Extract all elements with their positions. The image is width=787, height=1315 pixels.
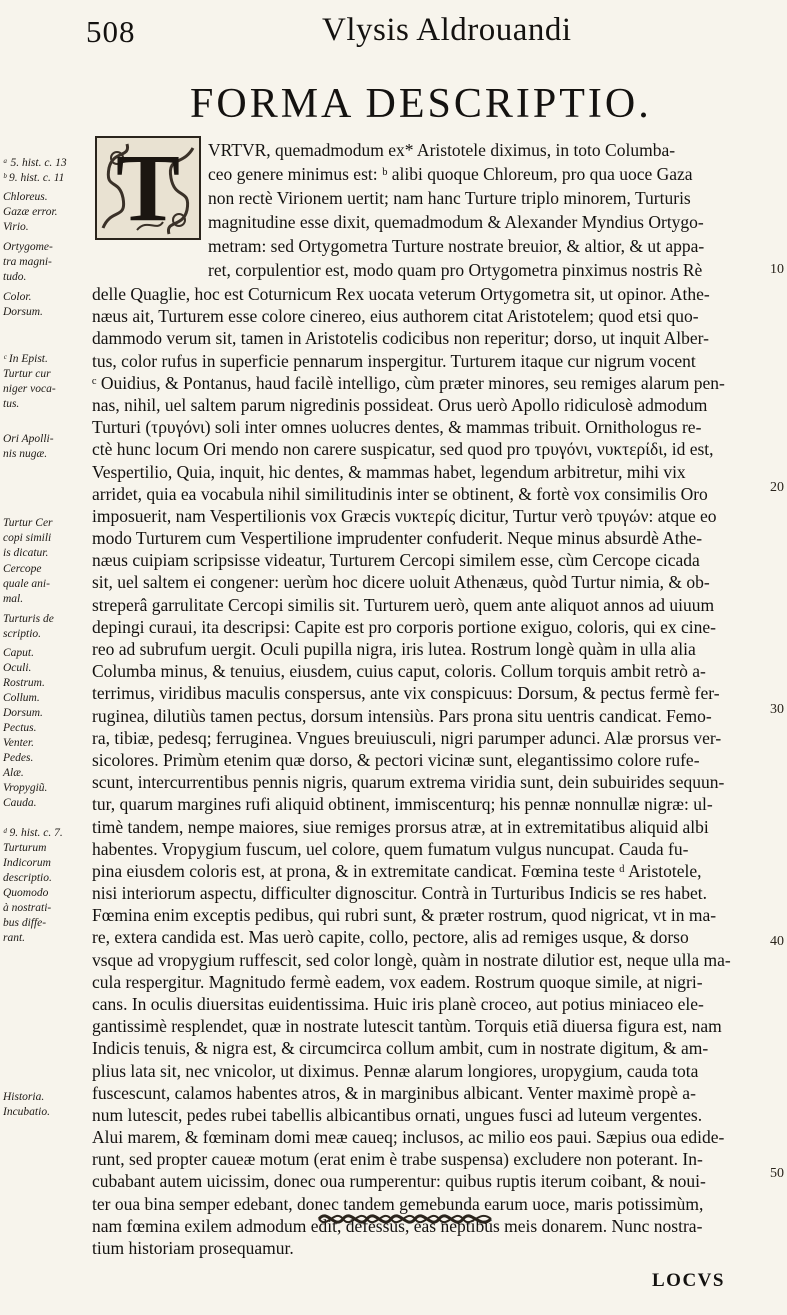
body-line: metram: sed Ortygometra Turture nostrate breuior, & altior, & ut appa-	[208, 236, 705, 256]
body-line: nisi interiorum aspectu, difficulter dignoscitur. Contrà in Turturibus Indicis se res habet.	[92, 883, 708, 903]
body-line: ctè hunc locum Ori mendo non carere suspicatur, sed quod pro τρυγόνι, νυκτερίδι, id est,	[92, 439, 714, 460]
margin-note: Historia. Incubatio.	[3, 1091, 50, 1118]
margin-note: Caput. Oculi. Rostrum. Collum. Dorsum. Pectus. Venter. Pedes. Alæ. Vropygiũ. Cauda.	[3, 647, 48, 809]
typographic-ornament-icon	[315, 1206, 495, 1232]
margin-note: ᶜ In Epist. Turtur cur niger voca- tus.	[3, 353, 56, 410]
body-line: num lutescit, pedes rubei tabellis albicantibus ornati, ungues fusci ad luteum vergentes.	[92, 1104, 703, 1125]
body-line: tus, color rufus in superficie pennarum inspergitur. Turturem itaque cur nigrum vocent	[92, 350, 696, 371]
body-line: Vespertilio, Quia, inquit, hic dentes, & mammas habet, legendum arbitretur, mihi vix	[92, 461, 686, 482]
body-line: næus ait, Turturem esse colore cinereo, eius authorem citat Aristotelem; quod etsi quo-	[92, 306, 699, 327]
body-line: sicolores. Primùm etenim quæ dorso, & pectori vicinæ sunt, elegantissimo colore rufe-	[92, 749, 700, 770]
body-line: ceo genere minimus est: ᵇ alibi quoque Chloreum, pro qua uoce Gaza	[208, 164, 693, 184]
body-line: vsque ad vropygium ruffescit, sed color longè, quàm in nostrate dilutior est, neque ulla ma-	[92, 949, 731, 970]
decorated-initial	[95, 136, 201, 240]
body-line: re, extera candida est. Mas uerò capite, collo, pectore, alis ad remiges usque, & dorso	[92, 927, 689, 948]
body-line: cula respergitur. Magnitudo fermè eadem, vox eadem. Rostrum quoque simile, at nigri-	[92, 971, 703, 992]
body-line: modo Turturem cum Vespertilione imprudenter confuderit. Neque minus absurdè Athe-	[92, 528, 703, 548]
body-line: Columba minus, & tenuius, eiusdem, cuius caput, coloris. Collum torquis ambit retrò a-	[92, 661, 706, 682]
body-line: Turturi (τρυγόνι) soli inter omnes uolucres dentes, & mammas tribuit. Ornithologus re-	[92, 417, 702, 438]
body-line: nam fœmina exilem admodum edit, defessus, eas neptibus meis donarem. Nunc nostra-	[92, 1215, 703, 1236]
body-line: delle Quaglie, hoc est Coturnicum Rex uocata veterum Ortygometra sit, ut opinor. Athe-	[92, 284, 710, 304]
body-line: VRTVR, quemadmodum ex* Aristotele diximus, in toto Columba-	[208, 140, 676, 160]
margin-note: Ori Apolli- nis nugæ.	[3, 433, 54, 460]
drop-cap-letter: T	[115, 134, 181, 241]
running-head: Vlysis Aldrouandi	[322, 12, 572, 48]
body-line: næus cuipiam scripsisse videatur, Turturem Cercopi similem esse, cùm Cercope cicada	[92, 550, 700, 571]
section-title: FORMA DESCRIPTIO.	[190, 81, 652, 127]
body-line: tur, quarum margines rufi aliquid obtinent, immiscenturq; his pennæ nonnullæ nigræ: ul-	[92, 794, 713, 815]
line-number-marker: 20	[770, 480, 784, 495]
body-line: terrimus, viridibus maculis conspersus, ante vix conspicuus: Dorsum, & pectus fermè fer-	[92, 683, 720, 704]
margin-note: Chloreus. Gazæ error. Virio.	[3, 191, 58, 233]
body-line: pina eiusdem coloris est, at prona, & in extremitate candicat. Fœmina teste ᵈ Aristotele,	[92, 860, 702, 881]
catchword: LOCVS	[652, 1270, 725, 1291]
margin-note: Cercope quale ani- mal.	[3, 563, 50, 605]
line-number-marker: 10	[770, 262, 784, 277]
body-line: ret, corpulentior est, modo quam pro Ortygometra pinximus nostris Rè	[208, 260, 703, 280]
body-line: depingi curaui, ita descripsi: Capite est pro corporis portione exiguo, coloris, qui ex cine-	[92, 616, 717, 637]
margin-note: ᵈ 9. hist. c. 7. Turturum Indicorum descriptio. Quomodo à nostrati- bus diffe- rant.	[3, 827, 63, 944]
body-line: dammodo verum sit, tamen in Aristotelis codicibus non reperitur; dorso, ut inquit Alber-	[92, 328, 709, 349]
body-line: cans. In oculis diuersitas euidentissima. Huic iris planè croceo, aut potius miniaceo ele-	[92, 994, 704, 1014]
line-number-marker: 40	[770, 934, 784, 949]
margin-note: Ortygome- tra magni- tudo.	[3, 241, 53, 283]
body-line: runt, sed propter caueæ motum (erat enim è trabe suspensa) excludere non poterant. In-	[92, 1149, 703, 1170]
body-line: ruginea, dilutiùs tamen pectus, dorsum intensiùs. Pars prona situ uentris candicat. Femo-	[92, 705, 712, 726]
margin-note: ᵃ 5. hist. c. 13 ᵇ 9. hist. c. 11	[3, 157, 67, 184]
body-line: ᶜ Ouidius, & Pontanus, haud facilè intelligo, cùm præter minores, seu remiges alarum pen-	[92, 372, 725, 393]
body-line: non rectè Virionem uertit; nam hanc Turture triplo minorem, Turturis	[208, 188, 691, 208]
body-line: cubabant autem uicissim, donec oua rumperentur: quibus ruptis iterum coibant, & noui-	[92, 1171, 706, 1192]
body-line: reo ad subrufum uergit. Oculi pupilla nigra, iris lutea. Rostrum longè quàm in ulla alia	[92, 639, 696, 659]
body-line: ter oua bina semper edebant, donec tandem gemebunda earum uoce, maris potissimùm,	[92, 1193, 704, 1214]
body-line: gantissimè resplendet, quæ in nostrate lutescit tantùm. Torquis etiã diuersa figura est, nam	[92, 1016, 722, 1037]
line-number-marker: 50	[770, 1166, 784, 1181]
body-line: scunt, intercurrentibus pennis nigris, quarum extrema viridia sunt, dein subuirides sequun-	[92, 772, 725, 793]
margin-note: Turtur Cer copi simili is dicatur.	[3, 517, 53, 559]
page-number: 508	[86, 14, 136, 49]
body-line: nas, nihil, uel saltem parum nigredinis possideat. Orus uerò Apollo ridiculosè admodum	[92, 394, 708, 415]
body-line: Fœmina enim exceptis pedibus, qui rubri sunt, & præter rostrum, quod nigricat, vt in ma-	[92, 905, 717, 926]
body-line: Indicis tenuis, & nigra est, & circumcirca collum ambit, cum in nostrate digitum, & am-	[92, 1038, 709, 1059]
body-line: imposuerit, nam Vespertilionis vox Græcis νυκτερίς dicitur, Turtur verò τρυγών: atque eo	[92, 505, 717, 526]
body-line: magnitudine esse dixit, quemadmodum & Alexander Myndius Ortygo-	[208, 212, 704, 232]
body-line: tium historiam prosequamur.	[92, 1238, 294, 1258]
body-line: streperâ garrulitate Cercopi similis sit. Turturem uerò, quem ante aliquot annos ad uiuum	[92, 594, 715, 615]
body-line: timè tandem, nempe maiores, siue remiges prorsus atræ, at in extremitatibus aliquid albi	[92, 816, 709, 837]
body-line: plius lata sit, nec vnicolor, ut diximus. Pennæ alarum longiores, uropygium, cauda tota	[92, 1060, 699, 1081]
body-line: sit, uel saltem ei congener: uerùm hoc dicere uoluit Athenæus, quòd Turtur nimia, & ob-	[92, 572, 710, 593]
margin-note: Color. Dorsum.	[3, 291, 43, 318]
body-line: Alui marem, & fœminam domi meæ caueq; inclusos, ac milio eos paui. Sæpius oua edide-	[92, 1127, 725, 1148]
body-line: habentes. Vropygium fuscum, uel colore, quem fumatum vulgus nuncupat. Cauda fu-	[92, 838, 689, 859]
body-line: fuscescunt, calamos habentes atros, & in marginibus albicant. Venter maximè propè a-	[92, 1082, 696, 1103]
line-number-marker: 30	[770, 702, 784, 717]
margin-note: Turturis de scriptio.	[3, 613, 54, 640]
body-line: arridet, quia ea vocabula nihil similitudinis inter se obtinent, & fortè vox consimilis Oro	[92, 483, 708, 504]
body-line: ra, tibiæ, pedesq; ferruginea. Vngues breuiusculi, nigri parumper adunci. Alæ prorsus ver-	[92, 727, 722, 748]
